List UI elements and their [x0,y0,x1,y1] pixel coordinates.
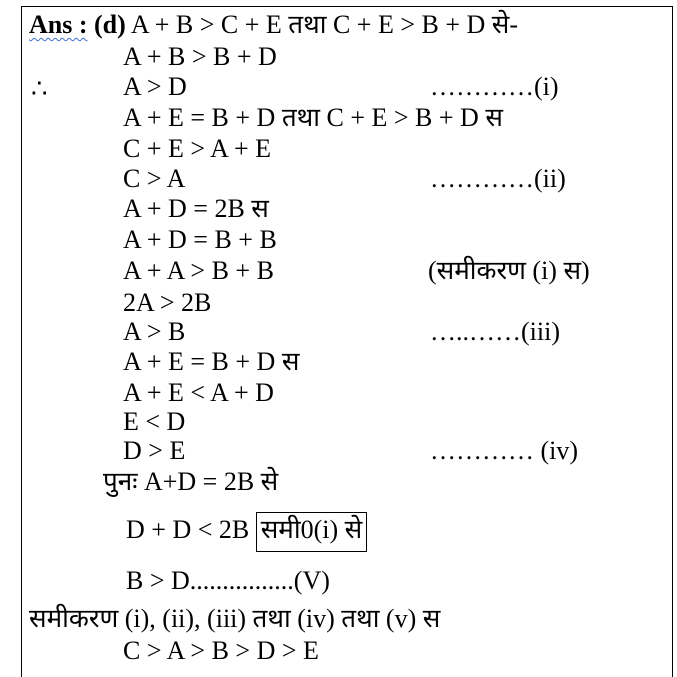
equation-line: A + A > B + B [123,256,274,285]
equation-line: A + D = 2B स [123,194,269,223]
equation-ref-i: …………(i) [430,72,559,101]
bracket-note-text: समी0(i) से [260,515,363,544]
bracket-equation-line [126,512,367,552]
ans-heading-expression: A + B > C + E तथा C + E > B + D से- [130,10,519,39]
equation-ref-ii: …………(ii) [430,164,566,193]
equation-line: C > A [123,164,186,193]
equation-line: A + E = B + D स [123,347,300,376]
ans-option: (d) [94,10,126,39]
summary-line: समीकरण (i), (ii), (iii) तथा (iv) तथा (v) स [29,604,441,633]
equation-line: 2A > 2B [123,288,212,317]
equation-ref-iii: …..……(iii) [430,317,560,346]
equation-line: A + B > B + D [123,42,277,71]
equation-line: E < D [123,407,186,436]
equation-line: A > D [123,72,187,101]
final-result-line: C > A > B > D > E [123,636,319,665]
therefore-symbol: ∴ [31,74,48,103]
equation-ref-iv: ………… (iv) [430,436,579,465]
equation-ref-note: (समीकरण (i) स) [428,256,590,285]
bracket-note [256,512,367,552]
equation-line: A + E = B + D तथा C + E > B + D स [123,103,503,132]
equation-text: D + D < 2B [126,514,250,544]
answer-heading-line [29,10,518,40]
equation-line: A + D = B + B [123,225,277,254]
ans-label: Ans : [29,10,88,39]
equation-line: A > B [123,317,186,346]
equation-line: A + E < A + D [123,378,274,407]
equation-line: C + E > A + E [123,134,272,163]
equation-line: पुनः A+D = 2B से [103,467,279,496]
equation-line: B > D................(V) [126,566,330,595]
equation-line: D > E [123,436,186,465]
